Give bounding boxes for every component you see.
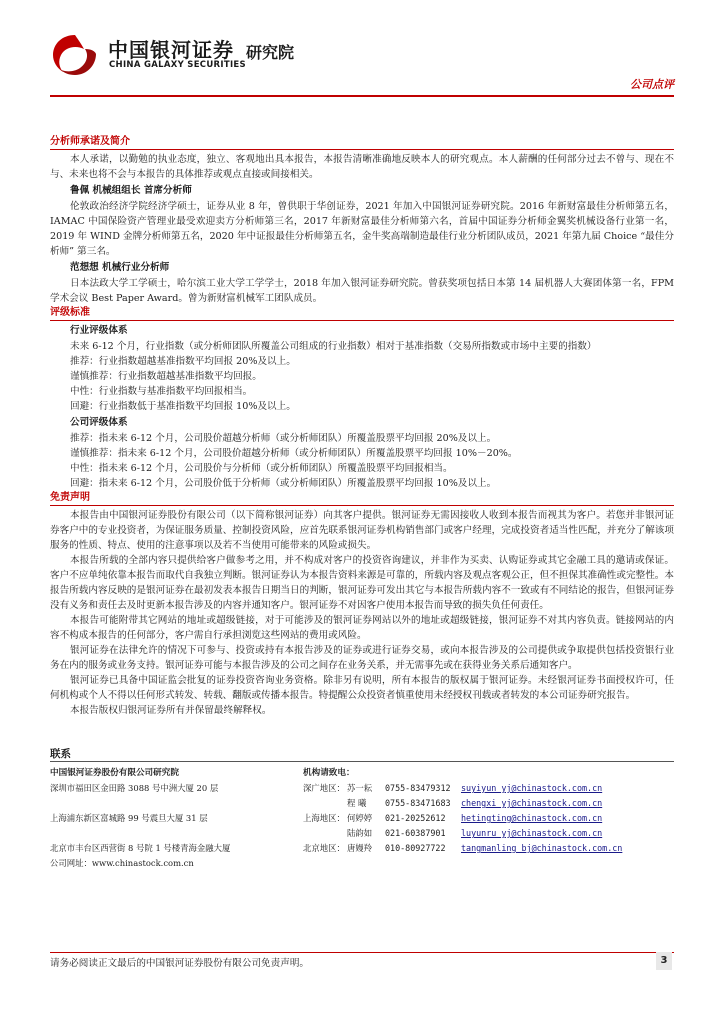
contact-row: [303, 796, 674, 811]
brand-name-cn: 中国银河证券: [108, 38, 234, 62]
industry-rating-item: 谨慎推荐：行业指数超越基准指数平均回报。: [70, 371, 262, 382]
contact-phone: 021-60387901: [385, 828, 446, 838]
company-website[interactable]: 公司网址：www.chinastock.com.cn: [50, 858, 194, 868]
industry-rating-item: 中性：行业指数与基准指数平均回报相当。: [70, 386, 253, 397]
contact-name: 何婷婷: [347, 813, 373, 823]
contact-section-title: 联系: [50, 748, 71, 760]
contact-row: [303, 781, 674, 796]
analyst2-bio: 日本法政大学工学硕士，哈尔滨工业大学工学学士，2018 年加入银河证券研究院。曾获奖项包括日本第 14 届机器人大赛团体第一名，FPM 学术会议 Best Paper Award。曾为新财富机械军工团队成员。: [50, 278, 674, 304]
main-content: [50, 135, 674, 718]
footer-divider: [50, 952, 674, 953]
company-name: 中国银河证券股份有限公司研究院: [50, 768, 179, 778]
contact-email-link[interactable]: tangmanling_bj@chinastock.com.cn: [461, 843, 623, 853]
header-divider: [50, 95, 674, 97]
analyst-pledge: 本人承诺，以勤勉的执业态度，独立、客观地出具本报告，本报告清晰准确地反映本人的研究观点。本人薪酬的任何部分过去不曾与、现在不与、未来也将不会与本报告的具体推荐或观点直接或间接相关。: [50, 154, 674, 180]
sales-title: 机构请致电：: [303, 768, 355, 778]
address-line: 上海浦东新区富城路 99 号震旦大厦 31 层: [50, 813, 208, 823]
disclaimer-paragraph: 银河证券已具备中国证监会批复的证券投资咨询业务资格。除非另有说明，所有本报告的版权属于银河证券。未经银河证券书面授权许可，任何机构或个人不得以任何形式转发、转载、翻版或传播本报告。特提醒公众投资者慎重使用未经授权刊载或者转发的本公司证券研究报告。: [50, 675, 674, 701]
analyst1-title: 鲁佩 机械组组长 首席分析师: [70, 185, 192, 196]
disclaimer-paragraph: 银河证券在法律允许的情况下可参与、投资或持有本报告涉及的证券或进行证券交易，或向本报告涉及的公司提供或争取提供包括投资银行业务在内的服务或业务支持。银河证券可能与本报告涉及的公司之间存在业务关系，并无需事先或在获得业务关系后通知客户。: [50, 645, 674, 671]
contact-row: [303, 811, 674, 826]
address-line: [50, 826, 300, 841]
rating-section-title: 评级标准: [50, 306, 674, 321]
address-line: 深圳市福田区金田路 3088 号中洲大厦 20 层: [50, 783, 219, 793]
industry-rating-item: 回避：行业指数低于基准指数平均回报 10%及以上。: [70, 401, 296, 412]
company-rating-item: 回避：指未来 6-12 个月，公司股价低于分析师（或分析师团队）所覆盖股票平均回报 10%及以上。: [70, 478, 497, 489]
industry-rating-intro: 未来 6-12 个月，行业指数（或分析师团队所覆盖公司组成的行业指数）相对于基准指数（交易所指数或市场中主要的指数）: [70, 341, 597, 352]
contact-name: 苏一耘: [347, 783, 373, 793]
contact-name: 程 曦: [347, 798, 367, 808]
contact-email-link[interactable]: hetingting@chinastock.com.cn: [461, 813, 603, 823]
institute-label: 研究院: [246, 43, 295, 62]
analyst2-title: 范想想 机械行业分析师: [70, 262, 170, 273]
contact-region: 上海地区：: [303, 813, 345, 823]
contact-region: 北京地区：: [303, 843, 345, 853]
disclaimer-section-title: 免责声明: [50, 491, 674, 506]
disclaimer-paragraph: 本报告所载的全部内容只提供给客户做参考之用，并不构成对客户的投资咨询建议，并非作为买卖、认购证券或其它金融工具的邀请或保证。客户不应单纯依靠本报告而取代自我独立判断。银河证券认为本报告资料来源是可靠的，所载内容及观点客观公正，但不担保其准确性或完整性。本报告所载内容反映的是银河证券在最初发表本报告日期当日的判断，银河证券可发出其它与本报告所载内容不一致或有不同结论的报告，但银河证券没有义务和责任去及时更新本报告涉及的内容并通知客户。银河证券不对因客户使用本报告而导致的损失负任何责任。: [50, 555, 674, 611]
company-rating-title: 公司评级体系: [70, 417, 128, 428]
company-address-column: [50, 766, 300, 871]
contact-email-link[interactable]: suyiyun_yj@chinastock.com.cn: [461, 783, 603, 793]
contact-row: [303, 826, 674, 841]
contact-phone: 021-20252612: [385, 813, 446, 823]
contact-email-link[interactable]: luyunru_yj@chinastock.com.cn: [461, 828, 603, 838]
contact-phone: 010-80927722: [385, 843, 446, 853]
contact-phone: 0755-83479312: [385, 783, 451, 793]
address-line: [50, 796, 300, 811]
analyst1-bio: 伦敦政治经济学院经济学硕士，证券从业 8 年，曾供职于华创证券，2021 年加入中国银河证券研究院。2016 年新财富最佳分析师第五名，IAMAC 中国保险资产管理业最受欢迎卖方分析师第三名，2017 年新财富最佳分析师第六名，首届中国证券分析师金翼奖机械设备行业第一名，2019 年 WIND 金牌分析师第五名，2020 年中证报最佳分析师第五名，金牛奖高端制造最佳行业分析团队成员，2021 年第九届 Choice “最佳分析师” 第三名。: [50, 201, 674, 257]
industry-rating-item: 推荐：行业指数超越基准指数平均回报 20%及以上。: [70, 356, 296, 367]
company-rating-item: 谨慎推荐：指未来 6-12 个月，公司股价超越分析师（或分析师团队）所覆盖股票平均回报 10%－20%。: [70, 448, 518, 459]
contact-row: [303, 841, 674, 856]
contact-phone: 0755-83471683: [385, 798, 451, 808]
disclaimer-paragraph: 本报告版权归银河证券所有并保留最终解释权。: [70, 705, 272, 716]
company-rating-item: 推荐：指未来 6-12 个月，公司股价超越分析师（或分析师团队）所覆盖股票平均回报 20%及以上。: [70, 433, 497, 444]
contact-divider: [50, 761, 674, 762]
brand-name-en: CHINA GALAXY SECURITIES: [109, 60, 246, 70]
industry-rating-title: 行业评级体系: [70, 325, 128, 336]
address-line: 北京市丰台区西营街 8 号院 1 号楼青海金融大厦: [50, 843, 231, 853]
page-number: 3: [656, 952, 672, 970]
disclaimer-paragraph: 本报告由中国银河证券股份有限公司（以下简称银河证券）向其客户提供。银河证券无需因接收人收到本报告而视其为客户。若您并非银河证券客户中的专业投资者，为保证服务质量、控制投资风险，应首先联系银河证券机构销售部门或客户经理，完成投资者适当性匹配，并充分了解该项服务的性质、特点、使用的注意事项以及若不当使用可能带来的风险或损失。: [50, 510, 674, 551]
report-type-label: 公司点评: [630, 78, 674, 91]
sales-contact-column: [303, 766, 674, 856]
contact-name: 唐嫚羚: [347, 843, 373, 853]
disclaimer-paragraph: 本报告可能附带其它网站的地址或超级链接，对于可能涉及的银河证券网站以外的地址或超级链接，银河证券不对其内容负责。链接网站的内容不构成本报告的任何部分，客户需自行承担浏览这些网站的费用或风险。: [50, 615, 674, 641]
footer-notice: 请务必阅读正文最后的中国银河证券股份有限公司免责声明。: [50, 958, 310, 969]
company-rating-item: 中性：指未来 6-12 个月，公司股价与分析师（或分析师团队）所覆盖股票平均回报相当。: [70, 463, 453, 474]
analyst-section-title: 分析师承诺及简介: [50, 135, 674, 150]
contact-region: 深广地区：: [303, 783, 345, 793]
galaxy-logo-icon: [50, 32, 100, 78]
contact-name: 陆韵如: [347, 828, 373, 838]
contact-email-link[interactable]: chengxi_yj@chinastock.com.cn: [461, 798, 603, 808]
